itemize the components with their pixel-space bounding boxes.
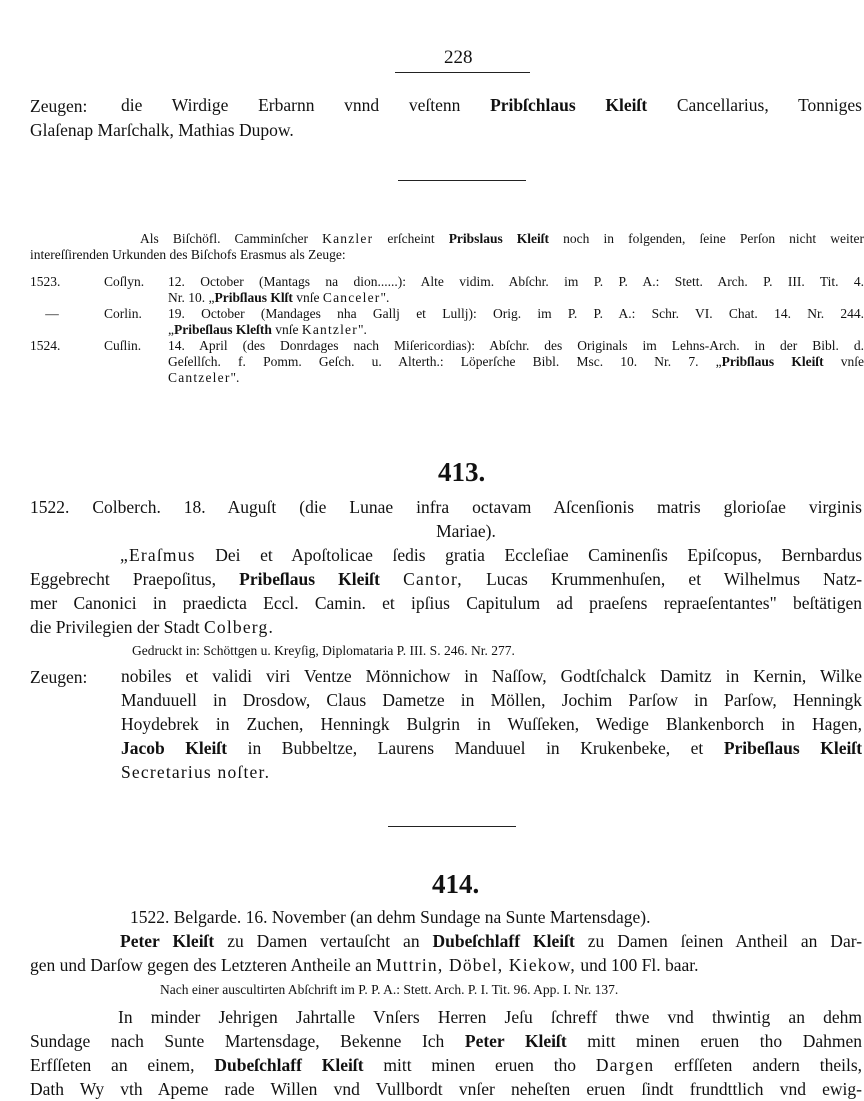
top-witness-post: Cancellarius, Tonniges — [676, 95, 862, 115]
doc-413-witness-label: Zeugen: — [30, 667, 88, 687]
note-place: Coſlyn. — [104, 274, 145, 289]
note-year: — — [45, 306, 59, 321]
note-place: Cuſlin. — [104, 338, 142, 353]
doc-414-text: In minder Jehrigen Jahrtalle Vnſers Herren Jeſu ſchreff thwe vnd thwintig an dehm Sundage nach Sunte Martensdage, Bekenne Ich Peter Kleiſt mitt minen eruen tho Dahmen Erfſſeten an einem, Dubeſchlaff Kleiſt mitt minen eruen tho Dargen erfſſeten andern theils, Dath Wy vth Apeme rade Willen vnd Vullbordt vnſer neheſten eruen ſindt frundttlich vnd ewig- — [30, 1007, 863, 1099]
doc-413-witnesses: nobiles et validi viri Ventze Mönnichow in Naſſow, Godtſchalck Damitz in Kernin, Wilke Manduuell in Drosdow, Claus Dametze in Möllen, Jochim Parſow in Parſow, Henningk Hoydebrek in Zuchen, Henningk Bulgrin in Wuſſeken, Wedige Blankenborch in Hagen, Jacob Kleiſt in Bubbeltze, Laurens Manduuel in Krukenbeke, et Pribeſlaus Kleiſt Secretarius noſter. — [121, 666, 863, 782]
note-place: Corlin. — [104, 306, 142, 321]
note-year: 1523. — [30, 274, 61, 289]
doc-414-regest: Peter Kleiſt zu Damen vertauſcht an Dubeſchlaff Kleiſt zu Damen ſeinen Antheil an Dar- gen und Darſow gegen des Letzteren Antheile an Muttrin, Döbel, Kiekow, und 100 Fl. baar. — [30, 931, 863, 975]
top-witness-label: Zeugen: — [30, 96, 88, 116]
doc-413-body: „Eraſmus Dei et Apoſtolicae ſedis gratia Eccleſiae Caminenſis Epiſcopus, Bernbardus Eggebrecht Praepoſitus, Pribeſlaus Kleiſt Cantor, Lucas Krummenhuſen, et Wilhelmus Natz- mer Canonici in praedicta Eccl. Camin. et ipſius Capitulum ad praeſens repraeſentantes" beſtätigen die Privilegien der Stadt Colberg. — [30, 545, 863, 637]
top-witness-block — [121, 93, 862, 117]
doc-413-print-note: Gedruckt in: Schöttgen u. Kreyſig, Diplomataria P. III. S. 246. Nr. 277. — [132, 643, 515, 658]
section-divider-2 — [388, 826, 516, 827]
section-divider-1 — [398, 180, 526, 181]
note-text: 19. October (Mandages nha Gallj et Lullj): Orig. im P. P. A.: Schr. VI. Chat. 14. Nr. 244. „Pribeſlaus Kleſth vnſe Kantzler". — [168, 306, 864, 337]
page-number-rule — [395, 72, 530, 73]
doc-413-heading: 1522. Colberch. 18. Auguſt (die Lunae infra octavam Aſcenſionis matris glorioſae virginis Mariae). — [30, 497, 862, 541]
note-text: 12. October (Mantags na dion......): Alte vidim. Abſchr. im P. P. A.: Stett. Arch. P. III. Tit. 4. Nr. 10. „Pribſlaus Klſt vnſe Canceler". — [168, 274, 864, 305]
doc-413-name: Pribeſlaus Kleiſt — [239, 569, 380, 589]
doc-414-heading: 1522. Belgarde. 16. November (an dehm Sundage na Sunte Martensdage). — [130, 907, 651, 927]
note-list — [30, 274, 864, 384]
note-kanzler: Kanzler — [322, 231, 374, 246]
note-intro: Als Biſchöfl. Camminſcher Kanzler erſcheint Pribslaus Kleiſt noch in folgenden, ſeine Perſon nicht weiter intereſſirenden Urkunden des Biſchofs Erasmus als Zeuge: — [30, 231, 864, 262]
top-witness-pre: die Wirdige Erbarnn vnnd veſtenn — [121, 95, 461, 115]
note-year: 1524. — [30, 338, 61, 353]
note-intro-name: Pribslaus Kleiſt — [448, 231, 550, 246]
page-number: 228 — [444, 47, 473, 68]
note-text: 14. April (des Donrdages nach Miſericordias): Abſchr. des Originals im Lehns-Arch. in der Bibl. d. Geſellſch. f. Pomm. Geſch. u. Alterth.: Löperſche Bibl. Msc. 10. Nr. 7. „Pribſlaus Kleiſt vnſe Cantzeler". — [168, 338, 864, 385]
top-witness-name: Pribſchlaus Kleiſt — [490, 95, 648, 115]
doc-414-number: 414. — [432, 869, 480, 899]
top-witness-line2: Glaſenap Marſchalk, Mathias Dupow. — [30, 120, 294, 140]
doc-413-number: 413. — [438, 457, 486, 487]
doc-414-source-note: Nach einer auscultirten Abſchrift im P. P. A.: Stett. Arch. P. I. Tit. 96. App. I. Nr. 137. — [160, 982, 619, 997]
